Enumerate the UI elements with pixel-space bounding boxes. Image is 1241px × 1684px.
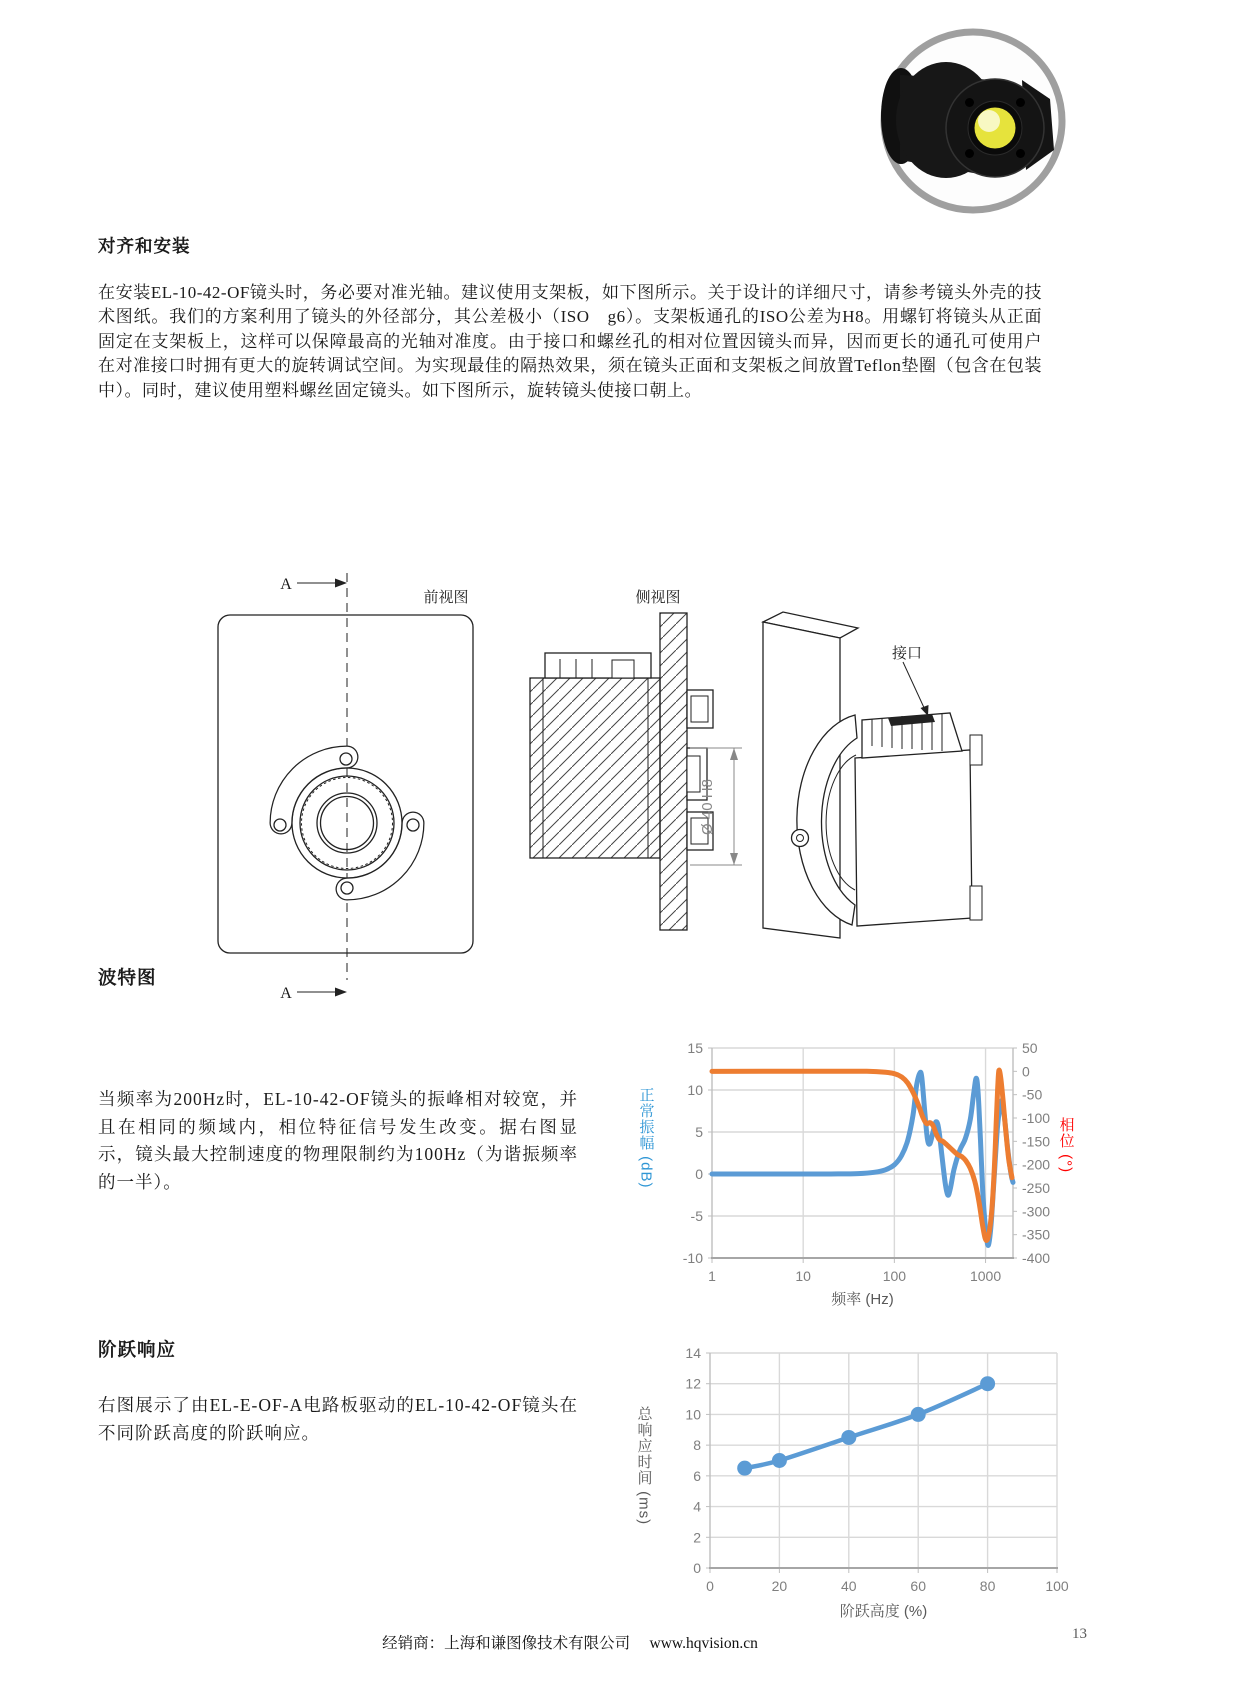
x-tick-label: 80	[979, 1578, 996, 1594]
screw-hole	[341, 882, 353, 894]
data-marker	[737, 1461, 752, 1476]
side-view-label: 侧视图	[635, 590, 681, 606]
x-tick-label: 20	[771, 1578, 788, 1594]
dimension-label: Ø 40 H8	[699, 779, 716, 835]
data-marker	[841, 1430, 856, 1445]
footer-distributor: 经销商：上海和谦图像技术有限公司 www.hqvision.cn	[382, 1635, 758, 1652]
y-right-tick-label: 50	[1022, 1040, 1038, 1056]
product-photo	[870, 18, 1080, 228]
technical-drawing	[150, 515, 1100, 1015]
y-tick-label: 2	[693, 1529, 701, 1546]
x-tick-label: 100	[882, 1268, 907, 1284]
step-y-title: 总响应时间 (ms)	[635, 1405, 653, 1526]
data-marker	[980, 1376, 995, 1391]
y-tick-label: 0	[693, 1560, 701, 1576]
align-paragraph: 在安装EL-10-42-OF镜头时，务必要对准光轴。建议使用支架板，如下图所示。关于设计的详细尺寸，请参考镜头外壳的技术图纸。我们的方案利用了镜头的外径部分，其公差极小（ISO g6）。支架板通孔的ISO公差为H8。用螺钉将镜头从正面固定在支架板上，这样可以保障最高的光轴对准度。由于接口和螺丝孔的相对位置因镜头而异，因而更长的通孔可使用户在对准接口时拥有更大的旋转调试空间。为实现最佳的隔热效果，须在镜头正面和支架板之间放置Teflon垫圈（包含在包装中）。同时，建议使用塑料螺丝固定镜头。如下图所示，旋转镜头使接口朝上。	[98, 283, 1042, 400]
page-number: 13	[1072, 1626, 1087, 1642]
y-right-tick-label: -300	[1022, 1203, 1051, 1220]
front-view-drawing	[218, 573, 473, 997]
x-tick-label: 1	[708, 1268, 716, 1284]
x-tick-label: 100	[1045, 1578, 1069, 1594]
screw-hole	[407, 819, 419, 831]
x-tick-label: 0	[706, 1578, 714, 1594]
y-right-tick-label: -350	[1022, 1226, 1051, 1243]
y-right-tick-label: -250	[1022, 1180, 1051, 1196]
y-tick-label: 10	[687, 1082, 703, 1098]
y-right-tick-label: -50	[1022, 1086, 1043, 1103]
chart-plot	[685, 1345, 1068, 1594]
y-tick-label: 6	[693, 1467, 701, 1484]
y-right-tick-label: -100	[1022, 1110, 1051, 1126]
screw-hole	[274, 819, 286, 831]
step-x-title: 阶跃高度 (%)	[839, 1603, 928, 1620]
y-tick-label: 12	[685, 1375, 701, 1392]
bode-x-title: 频率 (Hz)	[831, 1291, 894, 1308]
bode-y-left-title: 正常振幅 (dB)	[637, 1087, 655, 1189]
step-chart	[600, 1335, 1120, 1645]
connector-label: 接口	[891, 646, 923, 662]
y-tick-label: 15	[687, 1040, 703, 1056]
series-line	[712, 1070, 1012, 1240]
y-tick-label: 5	[695, 1124, 703, 1140]
data-marker	[772, 1453, 787, 1468]
y-tick-label: 10	[685, 1406, 701, 1423]
x-tick-label: 10	[795, 1268, 811, 1284]
y-tick-label: 8	[693, 1437, 701, 1454]
section-heading-step: 阶跃响应	[98, 1339, 177, 1360]
y-right-tick-label: -200	[1022, 1156, 1051, 1173]
y-tick-label: 0	[695, 1166, 703, 1182]
x-tick-label: 60	[910, 1578, 926, 1594]
screw-hole	[340, 753, 352, 765]
side-view-drawing	[530, 613, 742, 930]
section-marker-a-top: A	[280, 576, 292, 593]
y-tick-label: -5	[690, 1208, 703, 1224]
y-right-tick-label: -150	[1022, 1133, 1051, 1150]
section-marker-a-bottom: A	[280, 985, 292, 1002]
y-tick-label: -10	[682, 1250, 703, 1266]
step-paragraph: 右图展示了由EL-E-OF-A电路板驱动的EL-10-42-OF镜头在不同阶跃高度的阶跃响应。	[98, 1395, 578, 1443]
y-tick-label: 4	[693, 1498, 701, 1515]
bode-y-right-title: 相位 (°)	[1057, 1117, 1075, 1174]
section-heading-bode: 波特图	[98, 967, 157, 988]
series-line	[712, 1072, 1013, 1245]
x-tick-label: 1000	[969, 1268, 1002, 1284]
y-right-tick-label: 0	[1022, 1063, 1030, 1080]
bode-paragraph: 当频率为200Hz时，EL-10-42-OF镜头的振峰相对较宽，并且在相同的频域内，相位特征信号发生改变。据右图显示，镜头最大控制速度的物理限制约为100Hz（为谐振频率的一半）。	[98, 1089, 578, 1192]
y-right-tick-label: -400	[1022, 1250, 1051, 1266]
section-heading-align: 对齐和安装	[98, 236, 191, 256]
front-view-label: 前视图	[423, 590, 469, 606]
y-tick-label: 14	[685, 1345, 701, 1361]
perspective-view-drawing	[763, 612, 982, 938]
data-marker	[911, 1407, 926, 1422]
bode-chart	[600, 1030, 1120, 1330]
chart-plot	[683, 1040, 1050, 1284]
x-tick-label: 40	[841, 1578, 857, 1594]
